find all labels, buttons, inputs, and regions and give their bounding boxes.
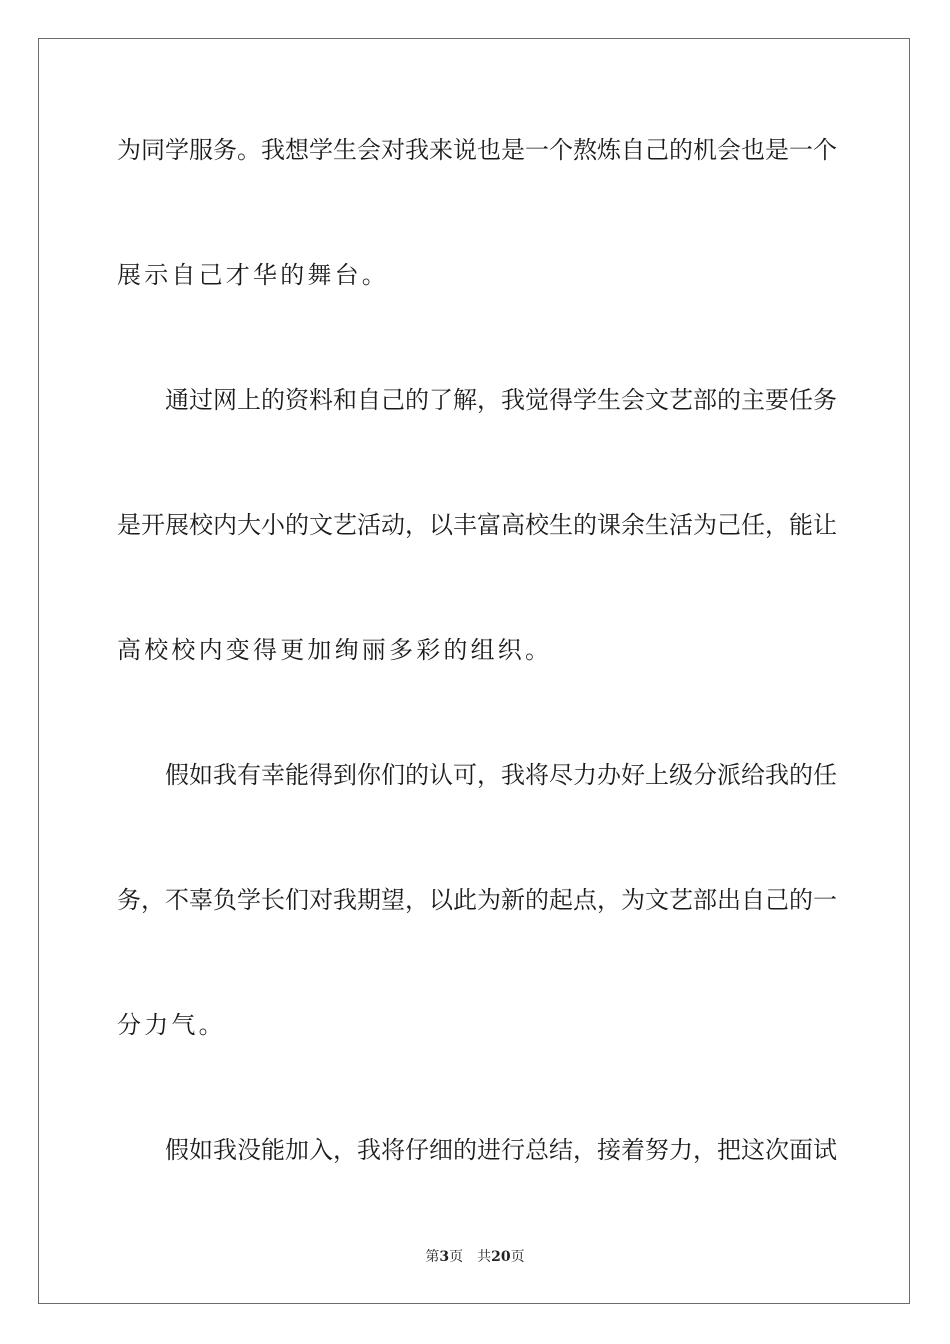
text-line-7: 务，不辜负学长们对我期望，以此为新的起点，为文艺部出自己的一 xyxy=(117,886,837,914)
footer-page-suffix: 页 xyxy=(449,1249,464,1265)
text-line-9: 假如我没能加入，我将仔细的进行总结，接着努力，把这次面试 xyxy=(165,1136,837,1164)
text-line-6: 假如我有幸能得到你们的认可，我将尽力办好上级分派给我的任 xyxy=(165,761,837,789)
text-line-3: 通过网上的资料和自己的了解，我觉得学生会文艺部的主要任务 xyxy=(165,386,837,414)
text-line-5: 高校校内变得更加绚丽多彩的组织。 xyxy=(117,636,553,664)
text-line-8: 分力气。 xyxy=(117,1011,226,1039)
page-footer xyxy=(0,1248,950,1266)
text-line-4: 是开展校内大小的文艺活动，以丰富高校生的课余生活为己任，能让 xyxy=(117,511,837,539)
footer-page-number: 3 xyxy=(439,1249,450,1265)
page-border xyxy=(38,38,910,1304)
text-line-1: 为同学服务。我想学生会对我来说也是一个熬炼自己的机会也是一个 xyxy=(117,136,837,164)
footer-total-prefix: 共 xyxy=(477,1249,492,1265)
footer-total-suffix: 页 xyxy=(510,1249,525,1265)
footer-total-pages: 20 xyxy=(491,1249,511,1265)
text-line-2: 展示自己才华的舞台。 xyxy=(117,261,389,289)
footer-page-prefix: 第 xyxy=(425,1249,440,1265)
